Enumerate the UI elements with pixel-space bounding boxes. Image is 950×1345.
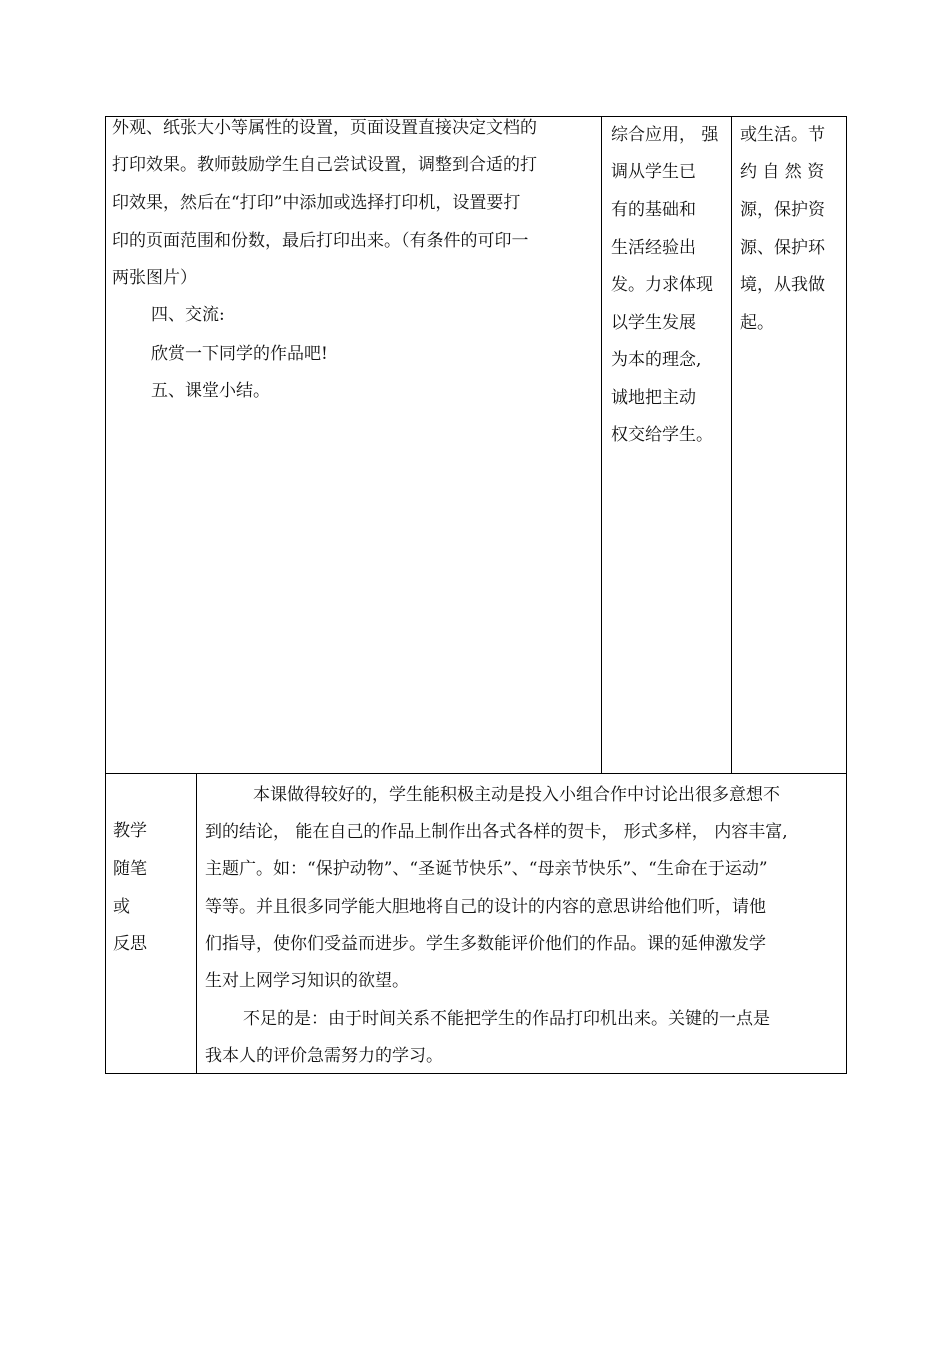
- right-line-1: 或生活。节: [740, 125, 825, 145]
- right-line-4: 源、保护环: [740, 238, 825, 258]
- right-line-3: 源，保护资: [740, 200, 825, 220]
- row-divider: [105, 773, 847, 774]
- reflection-line-5: 们指导，使你们受益而进步。学生多数能评价他们的作品。课的延伸激发学: [205, 934, 766, 954]
- main-line-1: 外观、纸张大小等属性的设置，页面设置直接决定文档的: [112, 118, 537, 138]
- column-divider-1: [601, 116, 602, 773]
- section-heading-summary: 五、课堂小结。: [151, 381, 270, 401]
- reflection-line-3: 主题广。如：“保护动物”、“圣诞节快乐”、“母亲节快乐”、“生命在于运动”: [205, 859, 768, 879]
- right-line-5: 境，从我做: [740, 275, 825, 295]
- main-line-5: 两张图片）: [112, 268, 197, 288]
- middle-line-6: 以学生发展: [611, 313, 696, 333]
- middle-line-5: 发。力求体现: [611, 275, 713, 295]
- middle-line-9: 权交给学生。: [611, 425, 713, 445]
- label-line-1: 教学: [113, 821, 147, 841]
- middle-line-2: 调从学生已: [611, 162, 696, 182]
- reflection-line-7: 不足的是：由于时间关系不能把学生的作品打印机出来。关键的一点是: [243, 1009, 770, 1029]
- reflection-line-8: 我本人的评价急需努力的学习。: [205, 1046, 443, 1066]
- reflection-line-4: 等等。并且很多同学能大胆地将自己的设计的内容的意思讲给他们听，请他: [205, 897, 766, 917]
- label-line-4: 反思: [113, 934, 147, 954]
- main-line-7: 欣赏一下同学的作品吧!: [151, 344, 328, 364]
- main-line-3: 印效果，然后在“打印”中添加或选择打印机，设置要打: [112, 193, 521, 213]
- middle-line-8: 诚地把主动: [611, 388, 696, 408]
- reflection-line-2: 到的结论， 能在自己的作品上制作出各式各样的贺卡， 形式多样， 内容丰富,: [205, 822, 788, 842]
- table-left-border: [105, 116, 106, 1074]
- right-line-6: 起。: [740, 313, 774, 333]
- main-line-4: 印的页面范围和份数，最后打印出来。（有条件的可印一: [112, 231, 529, 251]
- table-right-border: [846, 116, 847, 1074]
- middle-line-1: 综合应用， 强: [611, 125, 719, 145]
- column-divider-2: [731, 116, 732, 773]
- table-top-border: [105, 116, 847, 117]
- table-bottom-border: [105, 1073, 847, 1074]
- label-line-3: 或: [113, 897, 130, 917]
- reflection-line-6: 生对上网学习知识的欲望。: [205, 971, 409, 991]
- section-heading-exchange: 四、交流:: [151, 305, 225, 325]
- middle-line-4: 生活经验出: [611, 238, 696, 258]
- label-line-2: 随笔: [113, 859, 147, 879]
- middle-line-7: 为本的理念,: [611, 350, 702, 370]
- label-column-divider: [196, 773, 197, 1073]
- right-line-2: 约 自 然 资: [740, 162, 825, 182]
- middle-line-3: 有的基础和: [611, 200, 696, 220]
- main-line-2: 打印效果。教师鼓励学生自己尝试设置，调整到合适的打: [112, 155, 537, 175]
- reflection-line-1: 本课做得较好的，学生能积极主动是投入小组合作中讨论出很多意想不: [253, 785, 780, 805]
